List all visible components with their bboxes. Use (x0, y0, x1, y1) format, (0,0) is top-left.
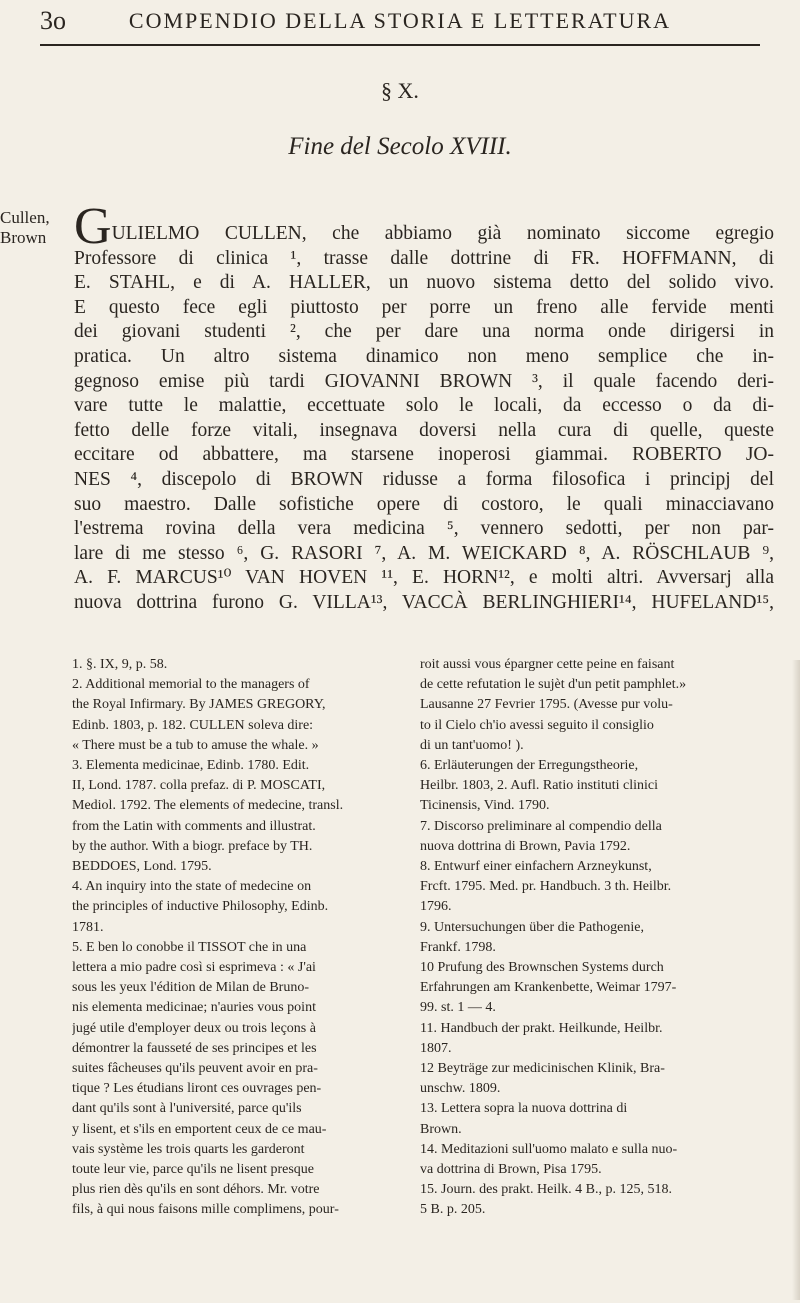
header-rule (40, 44, 760, 46)
body-line: eccitare od abbattere, ma starsene inoperosi giammai. ROBERTO JO- (74, 444, 774, 466)
footnote-line: suites fâcheuses qu'ils peuvent avoir en pra- (72, 1061, 318, 1077)
footnote-line: Frankf. 1798. (420, 939, 496, 955)
running-head: COMPENDIO DELLA STORIA E LETTERATURA (128, 8, 672, 33)
margin-note (0, 208, 66, 248)
footnote-line: nuova dottrina di Brown, Pavia 1792. (420, 838, 631, 854)
body-line (74, 198, 774, 255)
footnote-line: y lisent, et s'ils en emportent ceux de ce mau- (72, 1121, 327, 1137)
footnote-line: 9. Untersuchungen über die Pathogenie, (420, 919, 644, 935)
footnote-line: 5. E ben lo conobbe il TISSOT che in una (72, 939, 307, 955)
footnote-line: 99. st. 1 — 4. (420, 1000, 496, 1016)
footnote-line: by the author. With a biogr. preface by TH. (72, 838, 313, 854)
footnote-line: de cette refutation le sujèt d'un petit pamphlet.» (420, 677, 687, 693)
footnote-line: 15. Journ. des prakt. Heilk. 4 B., p. 125, 518. (420, 1182, 672, 1198)
footnote-line: to il Cielo ch'io avessi seguito il consiglio (420, 717, 654, 733)
section-title: Fine del Secolo XVIII. (288, 133, 512, 160)
footnote-line: 3. Elementa medicinae, Edinb. 1780. Edit. (72, 758, 310, 774)
footnote-line: 6. Erläuterungen der Erregungstheorie, (420, 758, 639, 774)
footnotes-left-column (72, 655, 410, 1221)
footnote-line: 14. Meditazioni sull'uomo malato e sulla nuo- (420, 1141, 678, 1157)
footnote-line: Erfahrungen am Krankenbette, Weimar 1797- (420, 980, 677, 996)
footnote-line: Mediol. 1792. The elements of medecine, transl. (72, 798, 344, 814)
body-line-text: ULIELMO CULLEN, che abbiamo già nominato siccome egregio (111, 223, 774, 244)
footnote-line: nis elementa medicinae; n'auries vous point (72, 1000, 316, 1016)
body-line: E. STAHL, e di A. HALLER, un nuovo sistema detto del solido vivo. (74, 272, 774, 294)
footnote-line: va dottrina di Brown, Pisa 1795. (420, 1162, 602, 1178)
footnote-line: plus rien dès qu'ils en sont déhors. Mr. votre (72, 1182, 320, 1198)
footnote-line: Lausanne 27 Fevrier 1795. (Avesse pur volu- (420, 697, 673, 713)
footnote-line: the principles of inductive Philosophy, Edinb. (72, 899, 329, 915)
footnote-line: Edinb. 1803, p. 182. CULLEN soleva dire: (72, 717, 314, 733)
body-line: dei giovani studenti ², che per dare una norma onde dirigersi in (74, 321, 774, 343)
footnote-line: 4. An inquiry into the state of medecine on (72, 879, 312, 895)
body-line: nuova dottrina furono G. VILLA¹³, VACCÀ BERLINGHIERI¹⁴, HUFELAND¹⁵, (74, 591, 774, 613)
page-number: 3o (40, 6, 66, 35)
footnote-line: 11. Handbuch der prakt. Heilkunde, Heilbr. (420, 1020, 663, 1036)
footnote-line: 5 B. p. 205. (420, 1202, 486, 1218)
footnote-line: 2. Additional memorial to the managers of (72, 677, 310, 693)
body-line: vare tutte le malattie, eccettuate solo le locali, da eccesso o da di- (74, 395, 774, 417)
page-edge-shadow (792, 660, 800, 1300)
footnote-line: 1796. (420, 899, 452, 915)
footnote-line: from the Latin with comments and illustrat. (72, 818, 316, 834)
footnote-line: roit aussi vous épargner cette peine en faisant (420, 657, 675, 672)
page-header (40, 6, 760, 46)
footnote-line: II, Lond. 1787. colla prefaz. di P. MOSCATI, (72, 778, 326, 794)
margin-note-line: Cullen, (0, 208, 50, 227)
footnote-line: sous les yeux l'édition de Milan de Bruno- (72, 980, 309, 996)
footnote-line: « There must be a tub to amuse the whale. » (72, 737, 319, 753)
footnote-line: 1781. (72, 919, 104, 935)
footnote-line: fils, à qui nous faisons mille complimens, pour- (72, 1202, 339, 1218)
footnote-line: 8. Entwurf einer einfachern Arzneykunst, (420, 859, 652, 875)
footnote-line: 13. Lettera sopra la nuova dottrina di (420, 1101, 628, 1117)
footnote-line: dant qu'ils sont à l'université, parce qu'ils (72, 1101, 302, 1117)
footnote-line: tique ? Les étudians liront ces ouvrages pen- (72, 1081, 322, 1097)
footnote-line: Heilbr. 1803, 2. Aufl. Ratio instituti clinici (420, 778, 658, 794)
body-line: lare di me stesso ⁶, G. RASORI ⁷, A. M. WEICKARD ⁸, A. RÖSCHLAUB ⁹, (74, 542, 774, 564)
footnote-line: 1. §. IX, 9, p. 58. (72, 657, 168, 672)
footnote-line: démontrer la fausseté de ses principes et les (72, 1040, 317, 1056)
body-line: A. F. MARCUS¹⁰ VAN HOVEN ¹¹, E. HORN¹², e molti altri. Avversarj alla (74, 567, 774, 589)
footnote-line: Brown. (420, 1121, 462, 1137)
body-line: NES ⁴, discepolo di BROWN ridusse a forma filosofica i principj del (74, 468, 774, 490)
body-line: pratica. Un altro sistema dinamico non meno semplice che in- (74, 345, 774, 367)
body-paragraph (74, 198, 774, 616)
footnotes-right-column (420, 655, 776, 1221)
footnote-line: di un tant'uomo! ). (420, 737, 524, 753)
footnote-line: 1807. (420, 1040, 452, 1056)
footnote-line: toute leur vie, parce qu'ils ne lisent presque (72, 1162, 314, 1178)
body-line: suo maestro. Dalle sofistiche opere di costoro, le quali minacciavano (74, 493, 774, 515)
footnote-line: 7. Discorso preliminare al compendio della (420, 818, 662, 834)
drop-cap: G (74, 198, 112, 255)
body-line: gegnoso emise più tardi GIOVANNI BROWN ³, il quale facendo deri- (74, 370, 774, 392)
body-line: l'estrema rovina della vera medicina ⁵, vennero sedotti, per non par- (74, 518, 774, 540)
footnote-line: Frcft. 1795. Med. pr. Handbuch. 3 th. Heilbr. (420, 879, 672, 895)
footnote-line: BEDDOES, Lond. 1795. (72, 859, 212, 875)
body-line: fetto delle forze vitali, insegnava doversi nella cura di quelle, queste (74, 419, 774, 441)
footnote-line: vais système les trois quarts les garderont (72, 1141, 305, 1157)
footnote-line: 10 Prufung des Brownschen Systems durch (420, 960, 664, 976)
footnote-line: jugé utile d'employer deux ou trois leçons à (72, 1020, 316, 1036)
footnote-line: the Royal Infirmary. By JAMES GREGORY, (72, 697, 326, 713)
footnote-line: unschw. 1809. (420, 1081, 501, 1097)
margin-note-line: Brown (0, 228, 47, 247)
footnote-line: Ticinensis, Vind. 1790. (420, 798, 550, 814)
footnote-line: 12 Beyträge zur medicinischen Klinik, Bra- (420, 1061, 665, 1077)
body-line: Professore di clinica ¹, trasse dalle dottrine di FR. HOFFMANN, di (74, 247, 774, 269)
footnote-line: lettera a mio padre così si esprimeva : « J'ai (72, 960, 316, 976)
body-line: E questo fece egli piuttosto per porre un freno alle fervide menti (74, 296, 774, 318)
section-number: § X. (381, 78, 419, 103)
